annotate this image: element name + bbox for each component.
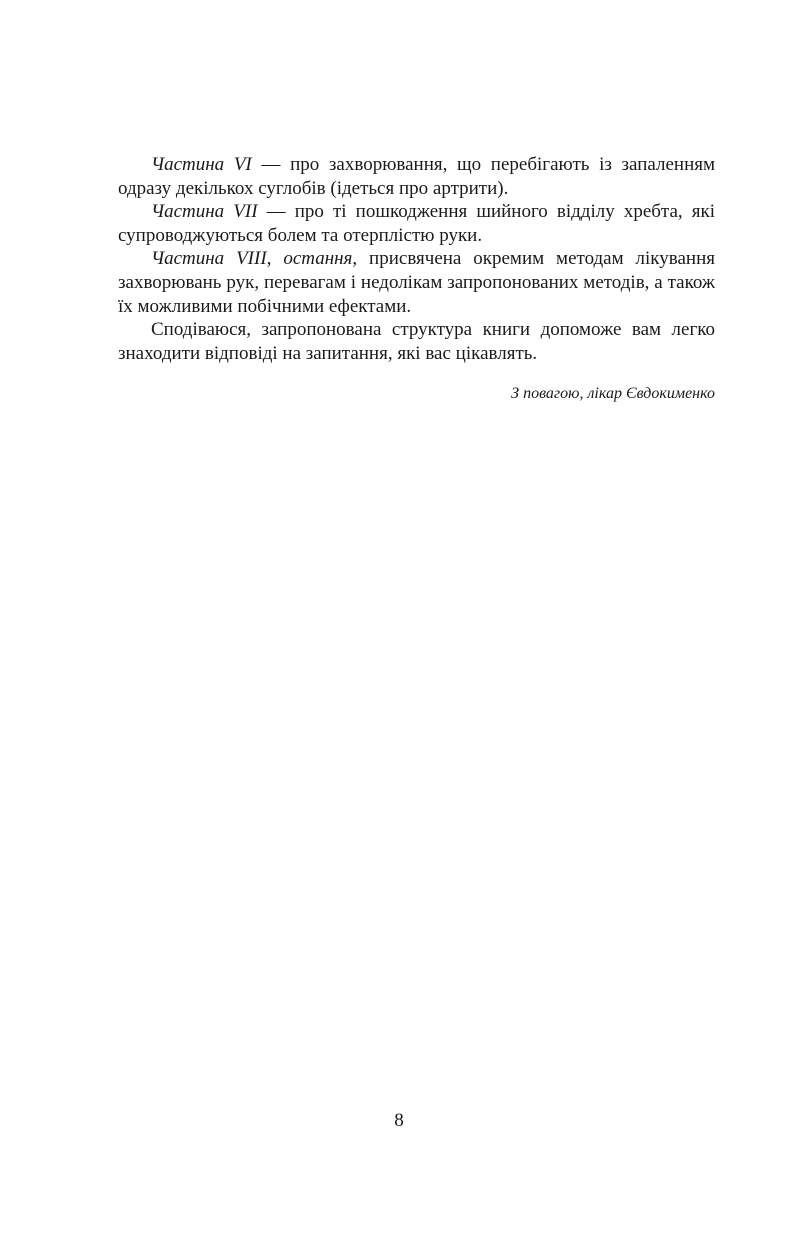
paragraph-part-6: [118, 153, 715, 200]
paragraph-closing: [118, 318, 715, 365]
part-6-text: — про захворювання, що перебігають із запаленням одразу декількох суглобів (ідеться про артрити).: [118, 154, 715, 199]
closing-text: Сподіваюся, запропонована структура книги допоможе вам легко знаходити відповіді на запитання, які вас цікавлять.: [118, 319, 715, 364]
part-7-text: — про ті пошкодження шийного відділу хребта, які супроводжуються болем та отерплістю руки.: [118, 201, 715, 246]
paragraph-part-8: [118, 247, 715, 318]
body-text: [118, 153, 715, 365]
page-number: 8: [394, 1110, 404, 1131]
part-6-title: Частина VI: [151, 154, 252, 175]
paragraph-part-7: [118, 200, 715, 247]
author-signature: З повагою, лікар Євдокименко: [511, 385, 715, 402]
part-8-text: , присвячена окремим методам лікування захворювань рук, перевагам і недолікам запропонованих методів, а також їх можливими побічними ефектами.: [118, 248, 715, 317]
part-7-title: Частина VII: [151, 201, 258, 223]
part-8-title: Частина VIII, остання: [151, 248, 353, 270]
